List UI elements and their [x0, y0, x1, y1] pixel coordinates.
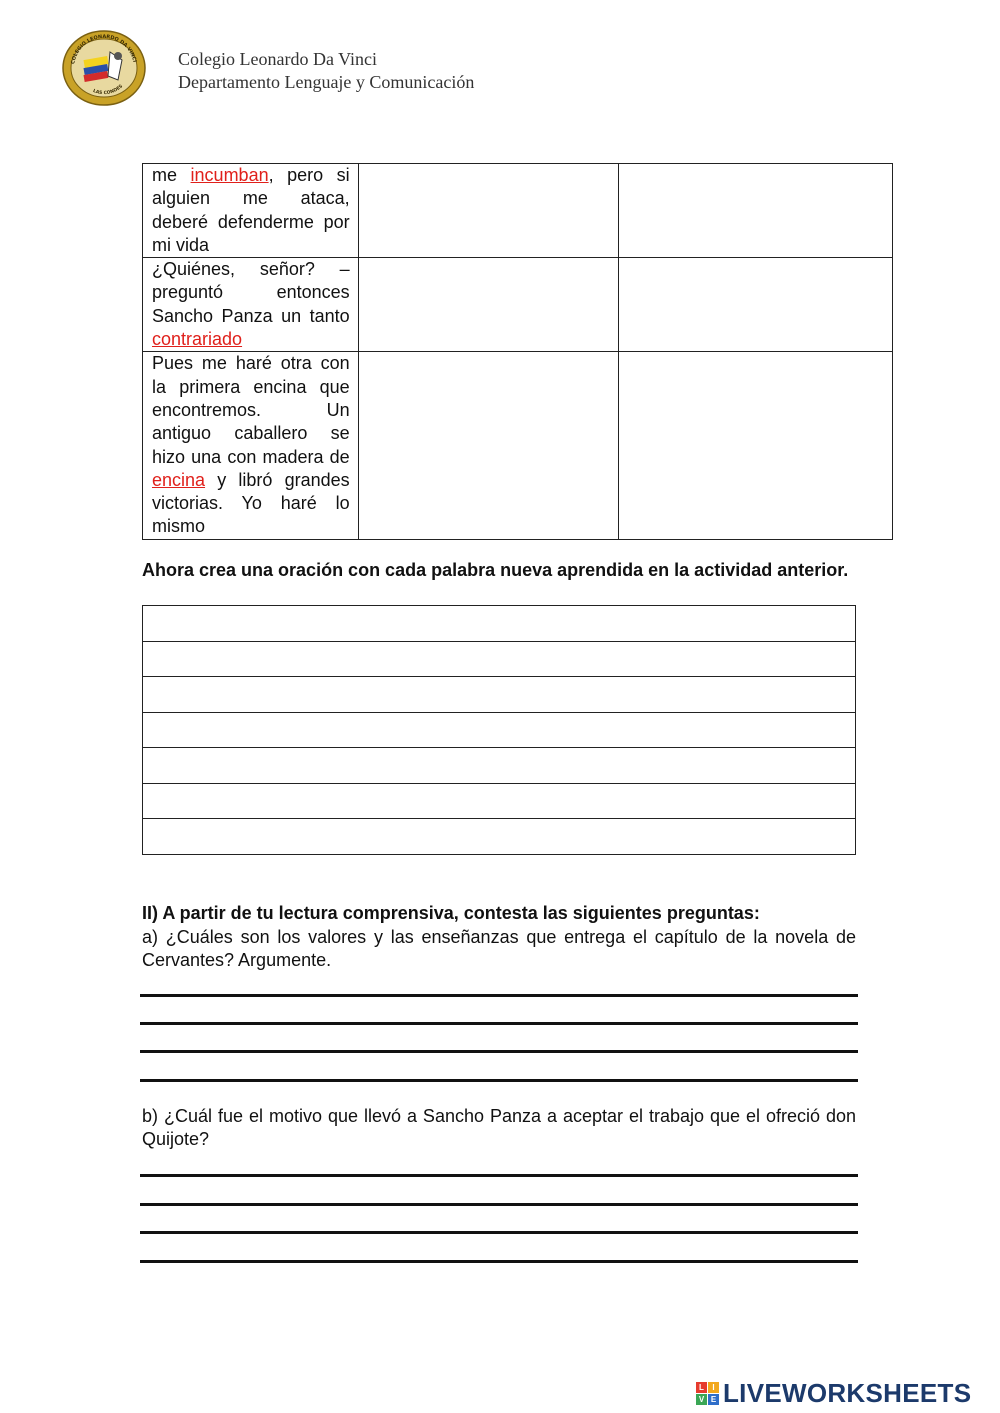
logo-text: COLEGIO LEONARDO DA VINCI [70, 33, 138, 65]
synonym-answer-cell[interactable] [618, 164, 892, 258]
synonym-answer-cell[interactable] [618, 258, 892, 352]
excerpt-text: ¿Quiénes, señor? –preguntó entonces Sancho Panza un tanto [152, 259, 350, 326]
logo-letter: L [696, 1382, 707, 1393]
sentence-answer-box[interactable] [143, 641, 856, 677]
excerpt-cell [143, 352, 359, 539]
sentence-answer-box[interactable] [143, 748, 856, 784]
school-logo [62, 30, 146, 106]
school-name: Colegio Leonardo Da Vinci [178, 49, 378, 69]
answer-line-b[interactable] [140, 1260, 858, 1263]
table-row [143, 819, 856, 855]
answer-line-a[interactable] [140, 994, 858, 997]
excerpt-text: me [152, 165, 191, 185]
table-row [143, 606, 856, 642]
excerpt-text: y libró grandes victorias. Yo haré lo mismo [152, 469, 350, 537]
excerpt-text: , pero si alguien me ataca, deberé defenderme por mi vida [152, 165, 350, 255]
synonym-answer-cell[interactable] [618, 352, 892, 539]
meaning-answer-cell[interactable] [358, 258, 618, 352]
highlighted-word: incumban [190, 165, 269, 185]
department-name: Departamento Lenguaje y Comunicación [178, 72, 475, 92]
table-row [143, 712, 856, 748]
sentence-answer-box[interactable] [143, 677, 856, 713]
meaning-answer-cell[interactable] [358, 164, 618, 258]
sentence-answer-box[interactable] [143, 819, 856, 855]
brand-name: LIVEWORKSHEETS [723, 1378, 972, 1408]
table-row [143, 641, 856, 677]
sentence-answer-box[interactable] [143, 712, 856, 748]
excerpt-cell [143, 164, 359, 258]
vocabulary-table [142, 163, 893, 540]
table-row [143, 677, 856, 713]
logo-letter: E [708, 1394, 719, 1405]
table-row [143, 352, 893, 539]
question-a: a) ¿Cuáles son los valores y las enseñanzas que entrega el capítulo de la novela de Cervantes? Argumente. [142, 927, 856, 970]
table-row [143, 783, 856, 819]
answer-line-a[interactable] [140, 1022, 858, 1025]
logo-letter: I [708, 1382, 719, 1393]
highlighted-word: encina [152, 469, 206, 490]
answer-line-b[interactable] [140, 1174, 858, 1177]
logo-letter: V [696, 1394, 707, 1405]
table-row [143, 748, 856, 784]
meaning-answer-cell[interactable] [358, 352, 618, 539]
excerpt-text: Pues me haré otra con la primera encina que encontremos. Un antiguo caballero se hizo una con madera de [152, 353, 350, 467]
answer-line-b[interactable] [140, 1203, 858, 1206]
answer-line-a[interactable] [140, 1079, 858, 1082]
table-row [143, 258, 893, 352]
liveworksheets-logo-icon [696, 1382, 719, 1405]
logo-subtext: LAS CONDES [92, 84, 125, 97]
sentence-instruction: Ahora crea una oración con cada palabra nueva aprendida en la actividad anterior. [142, 560, 849, 580]
answer-line-a[interactable] [140, 1050, 858, 1053]
question-b: b) ¿Cuál fue el motivo que llevó a Sancho Panza a aceptar el trabajo que el ofreció don Quijote? [142, 1106, 856, 1149]
answer-line-b[interactable] [140, 1231, 858, 1234]
sentence-answer-box[interactable] [143, 606, 856, 642]
sentence-answer-table [142, 605, 856, 855]
highlighted-word: contrariado [152, 329, 243, 350]
school-header [178, 48, 474, 94]
table-row [143, 164, 893, 258]
sentence-answer-box[interactable] [143, 783, 856, 819]
liveworksheets-brand [696, 1378, 971, 1409]
section-title: II) A partir de tu lectura comprensiva, contesta las siguientes preguntas: [142, 903, 760, 923]
excerpt-cell [143, 258, 359, 352]
